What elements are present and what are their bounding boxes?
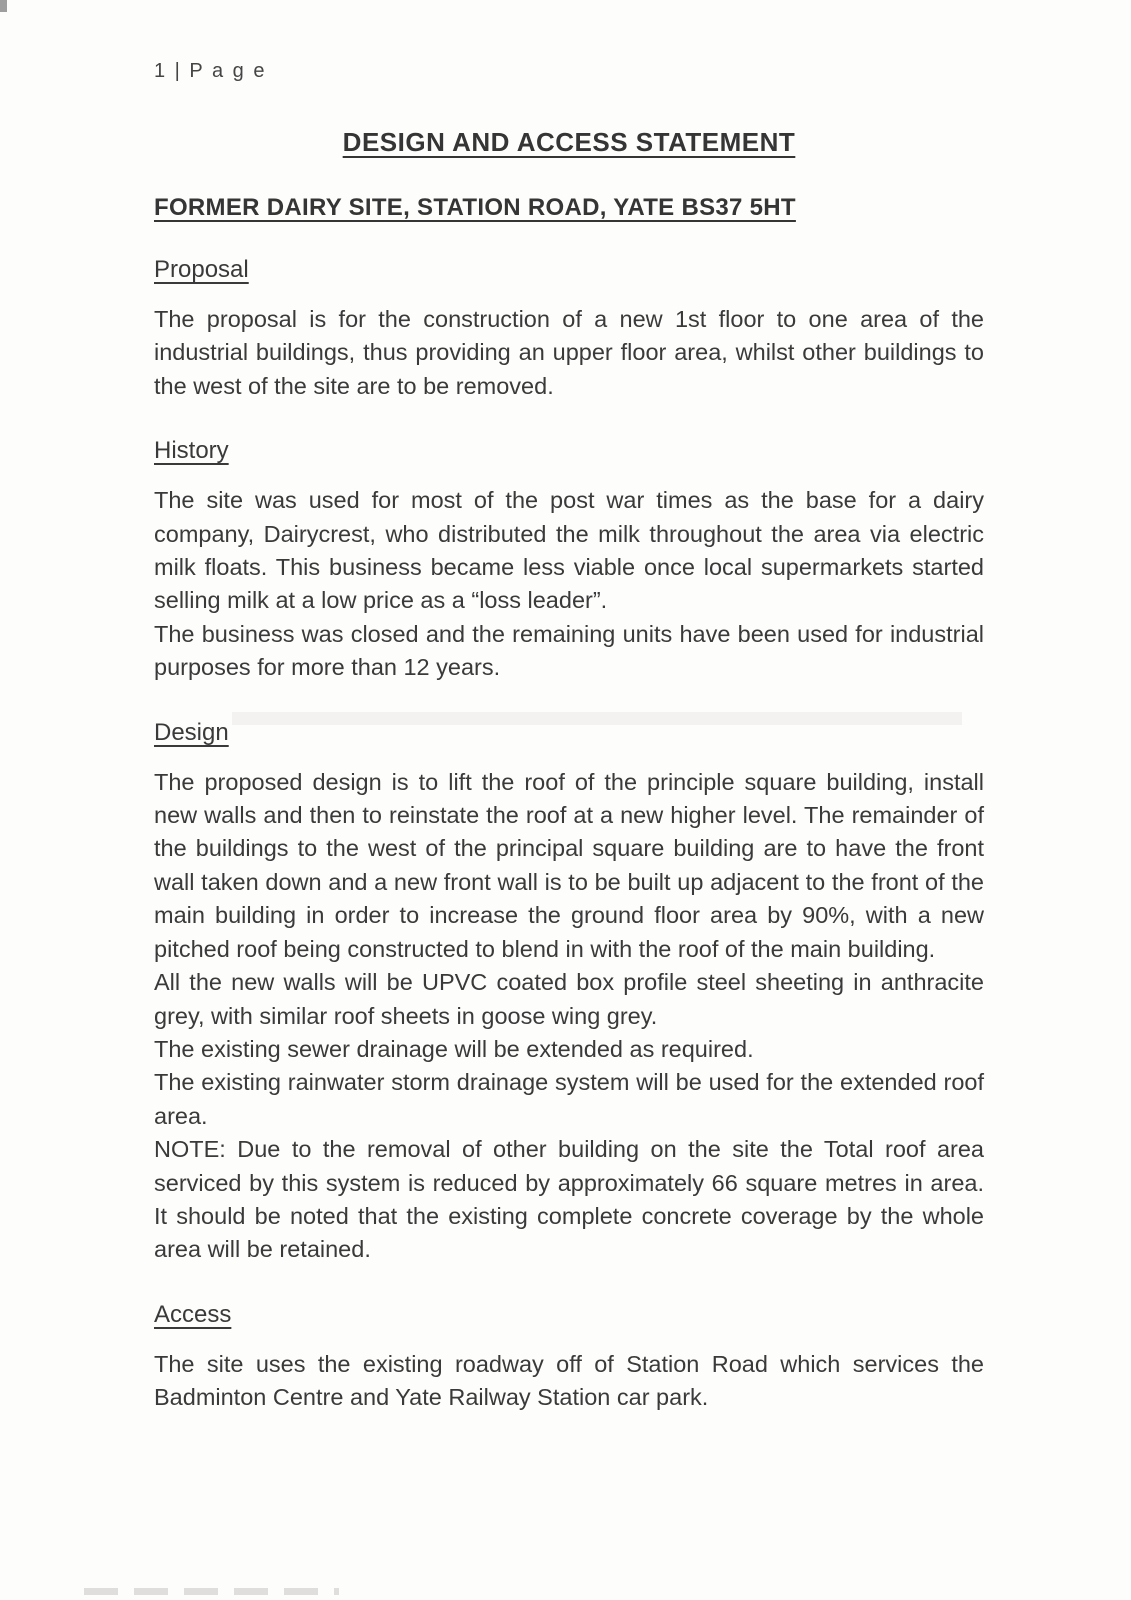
document-title: DESIGN AND ACCESS STATEMENT	[342, 127, 796, 157]
section-history	[154, 437, 984, 684]
section-heading-proposal: Proposal	[154, 256, 249, 283]
section-heading-history: History	[154, 437, 229, 465]
section-heading-design: Design	[154, 718, 229, 746]
paragraph: The proposed design is to lift the roof of the principle square building, install new walls and then to reinstate the roof at a new higher level. The remainder of the buildings to the west of the principal square building are to have the front wall taken down and a new front wall is to be built up adjacent to the front of the main building in order to increase the ground floor area by 90%, with a new pitched roof being constructed to blend in with the roof of the main building.	[154, 768, 984, 962]
page-number: 1 | P a g e	[154, 60, 267, 82]
section-access	[154, 1301, 984, 1415]
document-subtitle: FORMER DAIRY SITE, STATION ROAD, YATE BS37 5HT	[154, 194, 796, 221]
paragraph: The site uses the existing roadway off of Station Road which services the Badminton Centre and Yate Railway Station car park.	[154, 1350, 984, 1411]
paragraph: The proposal is for the construction of a new 1st floor to one area of the industrial buildings, thus providing an upper floor area, whilst other buildings to the west of the site are to be removed.	[154, 306, 984, 399]
section-design	[154, 719, 984, 1267]
paragraph: The existing rainwater storm drainage system will be used for the extended roof area.	[154, 1069, 984, 1129]
paragraph: NOTE: Due to the removal of other building on the site the Total roof area serviced by this system is reduced by approximately 66 square metres in area. It should be noted that the existing complete concrete coverage by the whole area will be retained.	[154, 1136, 984, 1263]
scan-artifact	[0, 0, 7, 12]
section-heading-access: Access	[154, 1300, 232, 1328]
paragraph: The existing sewer drainage will be extended as required.	[154, 1035, 754, 1062]
scan-artifact	[84, 1588, 339, 1595]
paragraph: All the new walls will be UPVC coated box profile steel sheeting in anthracite grey, with similar roof sheets in goose wing grey.	[154, 969, 984, 1029]
paragraph: The business was closed and the remaining units have been used for industrial purposes for more than 12 years.	[154, 620, 984, 681]
section-proposal	[154, 256, 984, 403]
paragraph: The site was used for most of the post war times as the base for a dairy company, Dairycrest, who distributed the milk throughout the area via electric milk floats. This business became less viable once local supermarkets started selling milk at a low price as a “loss leader”.	[154, 487, 984, 614]
